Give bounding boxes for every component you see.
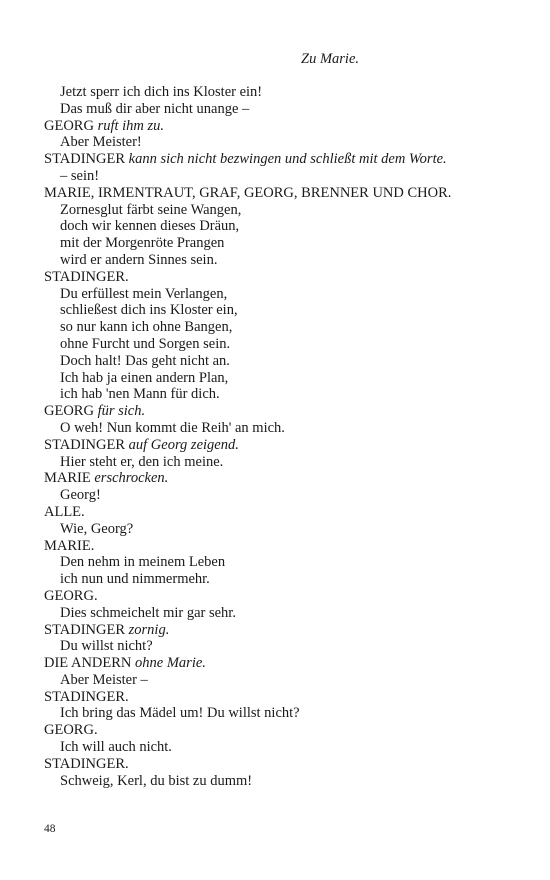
stage-direction: zornig. — [128, 621, 170, 638]
verse-line: Wie, Georg? — [60, 520, 134, 537]
verse-line: Den nehm in meinem Leben — [60, 554, 226, 571]
speaker-name: STADINGER — [44, 621, 126, 638]
verse-line: ohne Furcht und Sorgen sein. — [60, 335, 231, 352]
verse-line: Ich will auch nicht. — [60, 739, 172, 756]
speaker-name: ALLE. — [44, 503, 85, 520]
verse-line: Aber Meister – — [60, 671, 148, 688]
verse-line: Zornesglut färbt seine Wangen, — [60, 201, 242, 218]
verse-line: Dies schmeichelt mir gar sehr. — [60, 604, 236, 621]
speaker-name: GEORG — [44, 117, 94, 134]
verse-line: schließest dich ins Kloster ein, — [60, 302, 238, 319]
verse-line: – sein! — [60, 167, 100, 184]
speaker-name: GEORG. — [44, 587, 98, 604]
speaker-line — [44, 538, 514, 555]
verse-line: ich nun und nimmermehr. — [60, 571, 210, 588]
verse-line: Doch halt! Das geht nicht an. — [60, 352, 230, 369]
verse-line: Hier steht er, den ich meine. — [60, 453, 224, 470]
speaker-line — [44, 756, 514, 773]
speaker-name: MARIE, IRMENTRAUT, GRAF, GEORG, BRENNER UND CHOR. — [44, 184, 452, 201]
stage-direction: ruft ihm zu. — [97, 117, 165, 134]
speaker-name: STADINGER. — [44, 688, 129, 705]
verse-line: mit der Morgenröte Prangen — [60, 235, 225, 252]
verse-line: Jetzt sperr ich dich ins Kloster ein! — [60, 84, 263, 100]
speaker-line — [44, 437, 514, 454]
speaker-line — [44, 689, 514, 706]
speaker-line — [44, 151, 514, 168]
speaker-name: STADINGER. — [44, 268, 129, 285]
stage-direction: erschrocken. — [94, 470, 169, 487]
speaker-line — [44, 118, 514, 135]
stage-direction: für sich. — [97, 403, 146, 420]
stage-direction: kann sich nicht bezwingen und schließt mit dem Worte. — [128, 151, 447, 168]
verse-line: Du willst nicht? — [60, 638, 153, 655]
speaker-name: MARIE. — [44, 537, 95, 554]
verse-line: so nur kann ich ohne Bangen, — [60, 319, 233, 336]
verse-line: wird er andern Sinnes sein. — [60, 251, 218, 268]
verse-line: Aber Meister! — [60, 134, 142, 151]
speaker-line — [44, 504, 514, 521]
verse-line: Georg! — [60, 487, 101, 504]
speaker-name: GEORG. — [44, 722, 98, 739]
verse-line: Ich bring das Mädel um! Du willst nicht? — [60, 705, 300, 722]
speaker-name: MARIE — [44, 470, 91, 487]
speaker-line — [44, 185, 514, 202]
play-text — [44, 84, 514, 789]
speaker-name: DIE ANDERN — [44, 655, 132, 672]
page-number: 48 — [44, 823, 56, 835]
verse-line: Schweig, Kerl, du bist zu dumm! — [60, 772, 253, 789]
stage-direction-heading: Zu Marie. — [301, 51, 359, 67]
verse-line: Du erfüllest mein Verlangen, — [60, 285, 228, 302]
speaker-line — [44, 403, 514, 420]
verse-line: O weh! Nun kommt die Reih' an mich. — [60, 419, 285, 436]
speaker-line — [44, 722, 514, 739]
speaker-line — [44, 269, 514, 286]
verse-line: doch wir kennen dieses Dräun, — [60, 218, 240, 235]
stage-direction: ohne Marie. — [135, 655, 206, 672]
speaker-line — [44, 470, 514, 487]
speaker-line — [44, 588, 514, 605]
verse-line: ich hab 'nen Mann für dich. — [60, 386, 220, 403]
speaker-name: STADINGER. — [44, 755, 129, 772]
speaker-name: STADINGER — [44, 436, 126, 453]
speaker-line — [44, 622, 514, 639]
stage-direction: auf Georg zeigend. — [128, 436, 239, 453]
speaker-name: STADINGER — [44, 151, 126, 168]
verse-line: Ich hab ja einen andern Plan, — [60, 369, 229, 386]
speaker-line — [44, 655, 514, 672]
verse-line: Das muß dir aber nicht unange – — [60, 100, 250, 117]
speaker-name: GEORG — [44, 403, 94, 420]
